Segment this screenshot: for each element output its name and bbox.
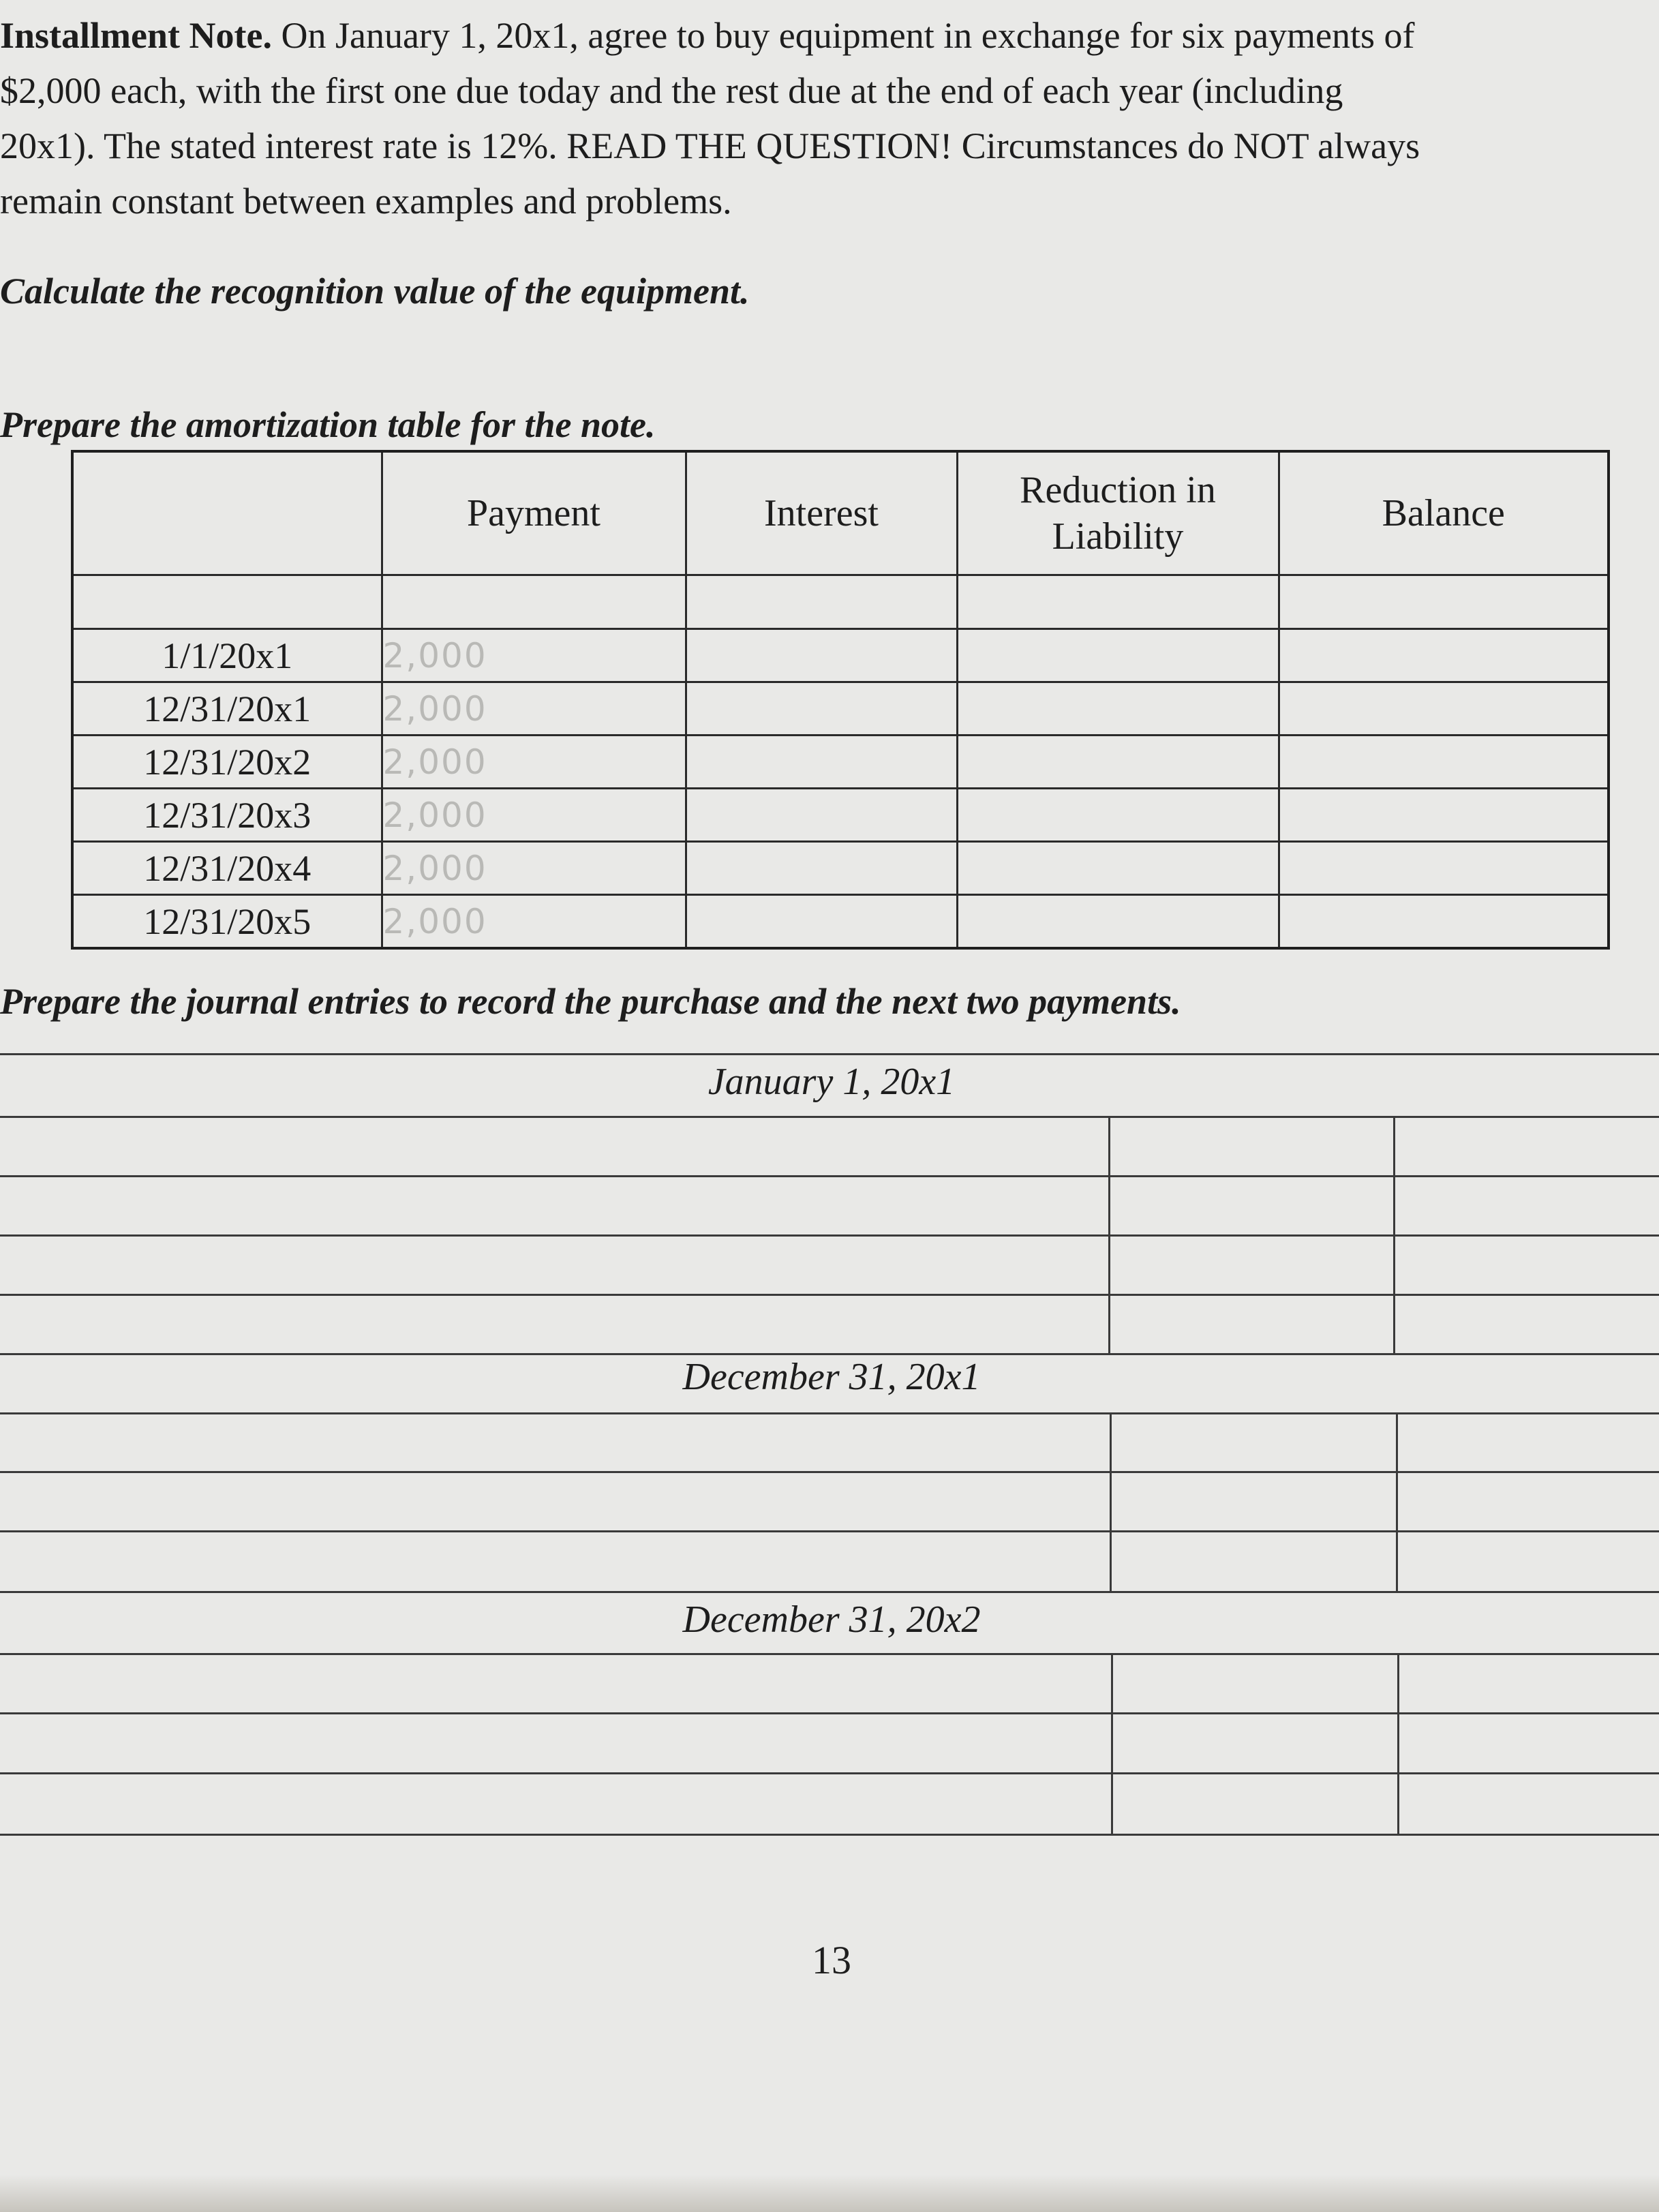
journal-line-1[interactable] bbox=[0, 1175, 1659, 1177]
journal-line-2[interactable] bbox=[0, 1234, 1659, 1237]
problem-line-4: remain constant between examples and problems. bbox=[0, 181, 732, 222]
row-date: 12/31/20x3 bbox=[72, 789, 382, 842]
header-date bbox=[72, 451, 382, 575]
row-date: 12/31/20x5 bbox=[72, 895, 382, 949]
problem-line-3: 20x1). The stated interest rate is 12%. READ THE QUESTION! Circumstances do NOT always bbox=[0, 125, 1420, 166]
debit-column-divider bbox=[1111, 1653, 1113, 1834]
amortization-table bbox=[71, 450, 1610, 950]
amortization-blank-row bbox=[72, 575, 1609, 629]
interest-cell[interactable] bbox=[686, 629, 957, 682]
credit-column-divider bbox=[1397, 1653, 1399, 1834]
journal-rule bbox=[0, 1053, 1659, 1055]
payment-cell[interactable]: 2,000 bbox=[382, 895, 686, 949]
header-interest: Interest bbox=[686, 451, 957, 575]
journal-line-3[interactable] bbox=[0, 1834, 1659, 1836]
header-reduction-in-liability: Reduction in Liability bbox=[957, 451, 1279, 575]
balance-cell[interactable] bbox=[1279, 736, 1609, 789]
journal-line-3[interactable] bbox=[0, 1294, 1659, 1296]
debit-column-divider bbox=[1110, 1412, 1112, 1591]
reduction-cell[interactable] bbox=[957, 682, 1279, 736]
table-row bbox=[72, 629, 1609, 682]
journal-date-jan-1-20x1: January 1, 20x1 bbox=[707, 1061, 956, 1103]
header-balance: Balance bbox=[1279, 451, 1609, 575]
reduction-cell[interactable] bbox=[957, 842, 1279, 895]
problem-title: Installment Note. bbox=[0, 15, 272, 56]
table-row bbox=[72, 895, 1609, 949]
payment-cell[interactable]: 2,000 bbox=[382, 842, 686, 895]
journal-rule bbox=[0, 1412, 1659, 1414]
journal-date-dec-31-20x2: December 31, 20x2 bbox=[682, 1599, 981, 1641]
interest-cell[interactable] bbox=[686, 736, 957, 789]
journal-line-3[interactable] bbox=[0, 1591, 1659, 1593]
interest-cell[interactable] bbox=[686, 842, 957, 895]
problem-line-2: $2,000 each, with the first one due today and the rest due at the end of each year (including bbox=[0, 70, 1343, 111]
row-date: 1/1/20x1 bbox=[72, 629, 382, 682]
prompt-recognition-value: Calculate the recognition value of the equipment. bbox=[0, 271, 750, 312]
journal-line-1[interactable] bbox=[0, 1471, 1659, 1473]
balance-cell[interactable] bbox=[1279, 842, 1609, 895]
journal-rule bbox=[0, 1116, 1659, 1118]
journal-line-2[interactable] bbox=[0, 1772, 1659, 1774]
debit-column-divider bbox=[1108, 1116, 1110, 1353]
prompt-amortization-table: Prepare the amortization table for the note. bbox=[0, 404, 656, 445]
reduction-cell[interactable] bbox=[957, 629, 1279, 682]
reduction-cell[interactable] bbox=[957, 736, 1279, 789]
journal-rule bbox=[0, 1653, 1659, 1655]
interest-cell[interactable] bbox=[686, 789, 957, 842]
credit-column-divider bbox=[1393, 1116, 1395, 1353]
amortization-header-row bbox=[72, 451, 1609, 575]
row-date: 12/31/20x1 bbox=[72, 682, 382, 736]
payment-cell[interactable]: 2,000 bbox=[382, 736, 686, 789]
balance-cell[interactable] bbox=[1279, 789, 1609, 842]
prompt-journal-entries: Prepare the journal entries to record the purchase and the next two payments. bbox=[0, 981, 1181, 1022]
payment-cell[interactable]: 2,000 bbox=[382, 682, 686, 736]
table-row bbox=[72, 789, 1609, 842]
balance-cell[interactable] bbox=[1279, 629, 1609, 682]
header-payment: Payment bbox=[382, 451, 686, 575]
table-row bbox=[72, 842, 1609, 895]
payment-cell[interactable]: 2,000 bbox=[382, 629, 686, 682]
payment-cell[interactable]: 2,000 bbox=[382, 789, 686, 842]
balance-cell[interactable] bbox=[1279, 682, 1609, 736]
row-date: 12/31/20x4 bbox=[72, 842, 382, 895]
table-row bbox=[72, 682, 1609, 736]
page-edge-shadow bbox=[0, 2175, 1659, 2212]
problem-statement bbox=[0, 8, 1659, 229]
table-row bbox=[72, 736, 1609, 789]
row-date: 12/31/20x2 bbox=[72, 736, 382, 789]
page-number: 13 bbox=[812, 1938, 851, 1982]
balance-cell[interactable] bbox=[1279, 895, 1609, 949]
credit-column-divider bbox=[1396, 1412, 1398, 1591]
reduction-cell[interactable] bbox=[957, 895, 1279, 949]
problem-line-1: Installment Note. On January 1, 20x1, agree to buy equipment in exchange for six payments of bbox=[0, 15, 1415, 56]
journal-line-2[interactable] bbox=[0, 1530, 1659, 1532]
reduction-cell[interactable] bbox=[957, 789, 1279, 842]
journal-line-1[interactable] bbox=[0, 1712, 1659, 1714]
journal-date-dec-31-20x1: December 31, 20x1 bbox=[682, 1356, 981, 1398]
interest-cell[interactable] bbox=[686, 682, 957, 736]
interest-cell[interactable] bbox=[686, 895, 957, 949]
